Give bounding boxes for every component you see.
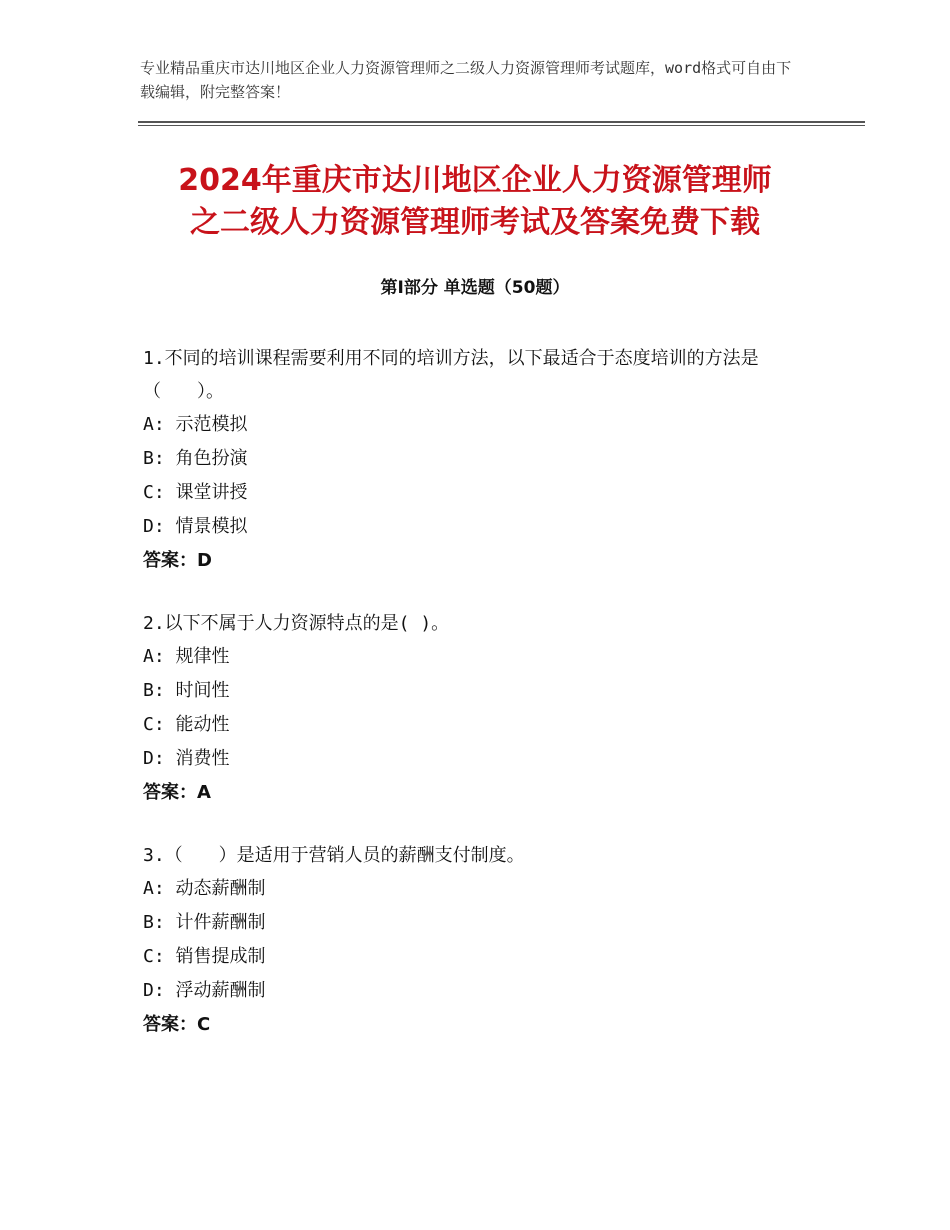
option-d: D: 情景模拟 <box>143 516 248 537</box>
option-b: B: 角色扮演 <box>143 448 248 469</box>
header-note: 专业精品重庆市达川地区企业人力资源管理师之二级人力资源管理师考试题库，word格式可自由下载编辑，附完整答案！ <box>140 59 792 101</box>
option-a: A: 示范模拟 <box>143 414 248 435</box>
option-a: A: 动态薪酬制 <box>143 878 266 899</box>
answer-line: 答案：C <box>143 1014 211 1035</box>
question-3 <box>143 839 823 1042</box>
question-list <box>143 342 823 1071</box>
option-c: C: 课堂讲授 <box>143 482 248 503</box>
section-title: 第Ⅰ部分 单选题（50题） <box>380 278 570 298</box>
title-line-1: 2024年重庆市达川地区企业人力资源管理师 <box>178 163 772 198</box>
answer-line: 答案：D <box>143 550 212 571</box>
option-a: A: 规律性 <box>143 646 230 667</box>
header-divider-thick <box>138 121 865 123</box>
question-2 <box>143 607 823 810</box>
document-title <box>100 160 850 244</box>
title-line-2: 之二级人力资源管理师考试及答案免费下载 <box>190 205 760 240</box>
question-stem: 3.（ ）是适用于营销人员的薪酬支付制度。 <box>143 845 525 866</box>
question-1 <box>143 342 823 578</box>
question-stem: 1.不同的培训课程需要利用不同的培训方法，以下最适合于态度培训的方法是（ ）。 <box>143 348 759 402</box>
option-d: D: 浮动薪酬制 <box>143 980 266 1001</box>
answer-line: 答案：A <box>143 782 211 803</box>
option-b: B: 计件薪酬制 <box>143 912 266 933</box>
header-divider-thin <box>138 125 865 126</box>
option-b: B: 时间性 <box>143 680 230 701</box>
option-d: D: 消费性 <box>143 748 230 769</box>
option-c: C: 能动性 <box>143 714 230 735</box>
question-stem: 2.以下不属于人力资源特点的是( )。 <box>143 613 450 634</box>
option-c: C: 销售提成制 <box>143 946 266 967</box>
